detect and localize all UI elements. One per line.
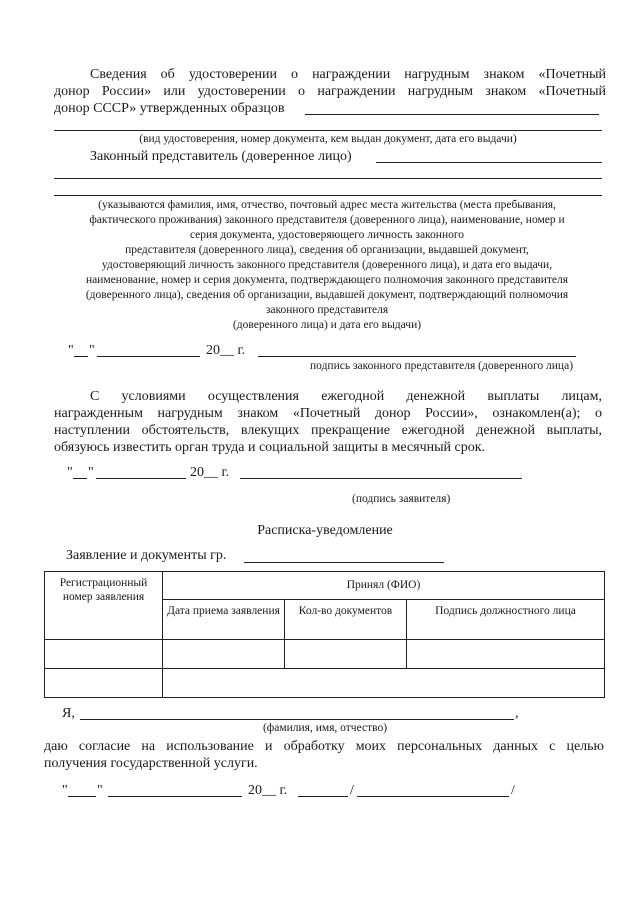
slash-separator: / [511, 783, 515, 798]
date-quote-open: " [68, 343, 74, 358]
month-field[interactable] [96, 478, 186, 479]
applicant-signature-field[interactable] [240, 478, 522, 479]
representative-caption-line: (указываются фамилия, имя, отчество, почтовый адрес места жительства (места пребывания, [98, 199, 556, 211]
consent-line-2: получения государственной услуги. [44, 756, 258, 771]
conditions-line-4: обязуюсь известить орган труда и социальной защиты в месячный срок. [54, 440, 486, 455]
conditions-line-1: С условиями осуществления ежегодной денежной выплаты лицам, [90, 389, 602, 404]
accepted-by-cell[interactable] [163, 669, 605, 698]
signature-field[interactable] [298, 796, 348, 797]
representative-caption-line: удостоверяющий личность законного представителя (доверенного лица), и дата его выдачи, [101, 259, 553, 271]
date-quote-close: " [89, 343, 95, 358]
reg-number-header: Регистрационный номер заявления [45, 572, 163, 640]
date-quote-open: " [67, 465, 73, 480]
official-signature-header: Подпись должностного лица [407, 600, 605, 640]
receipt-applicant-label: Заявление и документы гр. [66, 548, 227, 563]
consent-name-caption: (фамилия, имя, отчество) [262, 722, 388, 734]
applicant-signature-caption: (подпись заявителя) [352, 493, 451, 505]
doc-count-header: Кол-во документов [285, 600, 407, 640]
receipt-applicant-field[interactable] [244, 562, 444, 563]
date-quote-close: " [88, 465, 94, 480]
representative-signature-caption: подпись законного представителя (доверенного лица) [310, 360, 574, 372]
consent-line-1: даю согласие на использование и обработку моих персональных данных с целью [44, 739, 604, 754]
representative-field[interactable] [376, 162, 602, 163]
representative-signature-field[interactable] [258, 356, 576, 357]
representative-caption-line: (доверенного лица), сведения об организации, выдавшей документ, подтверждающий полномочия [85, 289, 569, 301]
representative-field-line-3[interactable] [54, 195, 602, 196]
receipt-title: Расписка-уведомление [257, 523, 393, 538]
awards-paragraph-line-3: донор СССР» утвержденных образцов [54, 101, 285, 116]
reg-number-cell[interactable] [45, 640, 163, 669]
consent-name-field[interactable] [80, 719, 514, 720]
day-field[interactable] [74, 356, 88, 357]
receipt-date-cell[interactable] [163, 640, 285, 669]
representative-caption-line: (доверенного лица) и дата его выдачи) [232, 319, 422, 331]
reg-number-cell-2[interactable] [45, 669, 163, 698]
award-document-field-line-2[interactable] [54, 130, 602, 131]
consent-suffix: , [515, 706, 519, 721]
date-quote-close: " [97, 783, 103, 798]
representative-caption-line: законного представителя [265, 304, 389, 316]
doc-count-cell[interactable] [285, 640, 407, 669]
receipt-date-header: Дата приема заявления [163, 600, 285, 640]
representative-caption-line: наименование, номер и серия документа, подтверждающего полномочия законного представителя [85, 274, 569, 286]
signature-decoding-field[interactable] [357, 796, 509, 797]
date-quote-open: " [62, 783, 68, 798]
representative-caption-line: серия документа, удостоверяющего личность законного [189, 229, 465, 241]
month-field[interactable] [108, 796, 242, 797]
consent-prefix: Я, [62, 706, 75, 721]
conditions-line-3: наступлении обстоятельств, влекущих прекращение ежегодной денежной выплаты, [54, 423, 602, 438]
representative-caption-line: фактического проживания) законного представителя (доверенного лица), наименование, номер и [89, 214, 565, 226]
year-label: 20__ г. [190, 465, 230, 480]
awards-paragraph-line-1: Сведения об удостоверении о награждении нагрудным знаком «Почетный [90, 67, 606, 82]
year-label: 20__ г. [206, 343, 246, 358]
conditions-line-2: награжденным нагрудным знаком «Почетный донор России», ознакомлен(а); о [54, 406, 602, 421]
representative-field-line-2[interactable] [54, 178, 602, 179]
official-signature-cell[interactable] [407, 640, 605, 669]
slash-separator: / [350, 783, 354, 798]
registration-table [44, 571, 605, 698]
day-field[interactable] [73, 478, 87, 479]
award-document-field[interactable] [305, 114, 599, 115]
year-label: 20__ г. [248, 783, 288, 798]
award-document-caption: (вид удостоверения, номер документа, кем выдан документ, дата его выдачи) [139, 133, 517, 145]
day-field[interactable] [68, 796, 96, 797]
awards-paragraph-line-2: донор России» или удостоверении о награждении нагрудным знаком «Почетный [54, 84, 606, 99]
month-field[interactable] [97, 356, 200, 357]
representative-caption-line: представителя (доверенного лица), сведения об организации, выдавшей документ, [125, 244, 529, 256]
accepted-by-header: Принял (ФИО) [163, 572, 605, 600]
representative-label: Законный представитель (доверенное лицо) [90, 149, 352, 164]
